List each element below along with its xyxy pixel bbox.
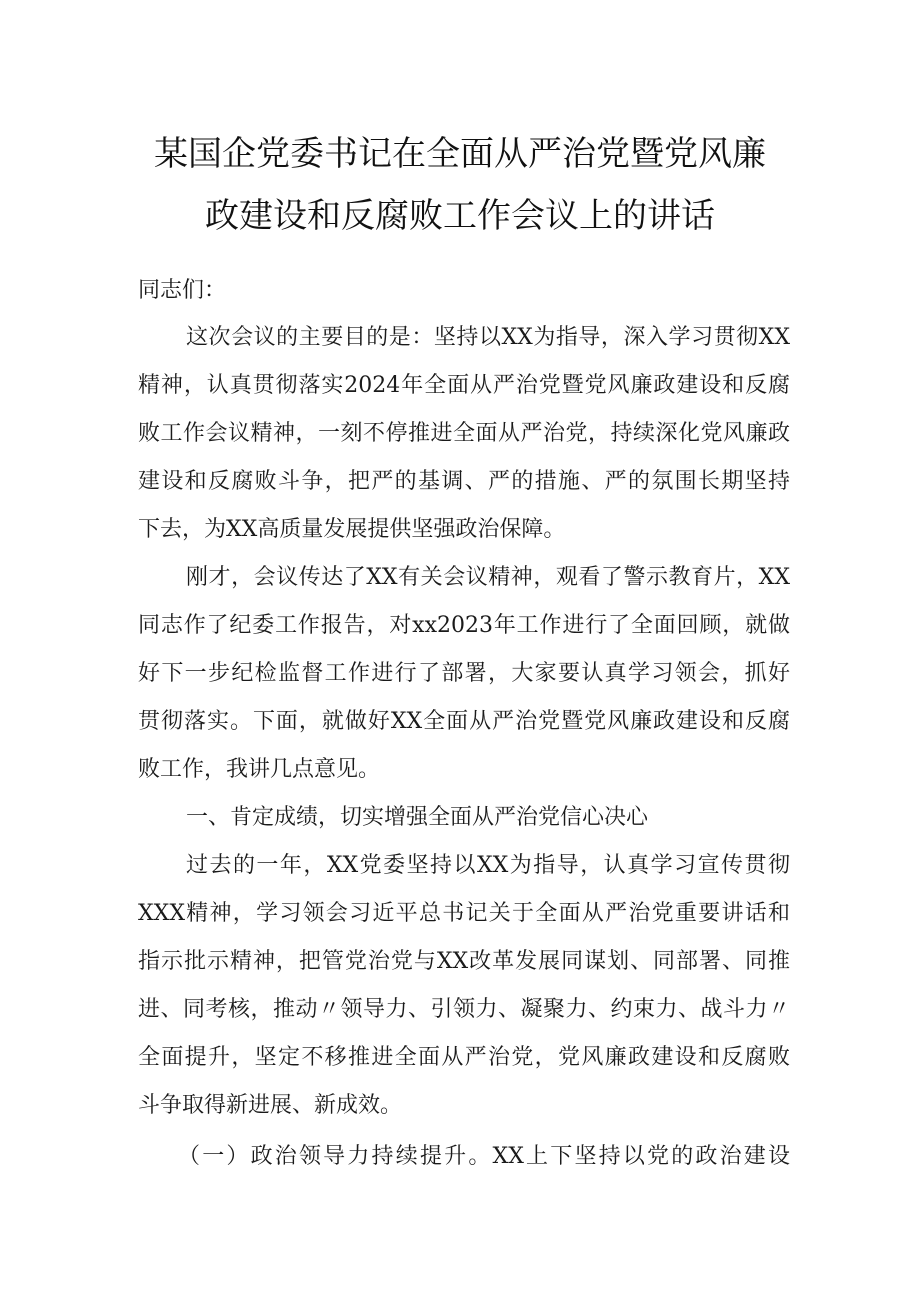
paragraph-3-line-1: 过去的一年，XX党委坚持以XX为指导，认真学习宣传贯彻 — [186, 853, 790, 878]
subsection-heading-1: （一）政治领导力持续提升。XX上下坚持以党的政治建设 — [178, 1144, 790, 1169]
paragraph-1-line-1: 这次会议的主要目的是：坚持以XX为指导，深入学习贯彻XX — [186, 325, 790, 350]
paragraph-3-line-5: 全面提升，坚定不移推进全面从严治党，党风廉政建设和反腐败 — [138, 1045, 790, 1070]
document-title-line-1: 某国企党委书记在全面从严治党暨党风廉 — [154, 134, 766, 174]
paragraph-1-line-4: 建设和反腐败斗争，把严的基调、严的措施、严的氛围长期坚持 — [138, 469, 790, 494]
paragraph-1-line-2: 精神，认真贯彻落实2024年全面从严治党暨党风廉政建设和反腐 — [138, 373, 790, 398]
paragraph-1-line-5: 下去，为XX高质量发展提供坚强政治保障。 — [138, 517, 566, 542]
paragraph-1-line-3: 败工作会议精神，一刻不停推进全面从严治党，持续深化党风廉政 — [138, 421, 790, 446]
paragraph-3-line-3: 指示批示精神，把管党治党与XX改革发展同谋划、同部署、同推 — [138, 949, 790, 974]
paragraph-2-line-2: 同志作了纪委工作报告，对xx2023年工作进行了全面回顾，就做 — [138, 613, 790, 638]
paragraph-2-line-3: 好下一步纪检监督工作进行了部署，大家要认真学习领会，抓好 — [138, 661, 790, 686]
section-heading-1: 一、肯定成绩，切实增强全面从严治党信心决心 — [186, 805, 649, 830]
paragraph-3-line-6: 斗争取得新进展、新成效。 — [138, 1093, 403, 1118]
paragraph-2-line-5: 败工作，我讲几点意见。 — [138, 757, 381, 782]
paragraph-2-line-1: 刚才，会议传达了XX有关会议精神，观看了警示教育片，XX — [186, 565, 790, 590]
paragraph-2-line-4: 贯彻落实。下面，就做好XX全面从严治党暨党风廉政建设和反腐 — [138, 709, 790, 734]
paragraph-3-line-2: XXX精神，学习领会习近平总书记关于全面从严治党重要讲话和 — [138, 901, 790, 926]
greeting: 同志们： — [138, 278, 227, 303]
paragraph-3-line-4: 进、同考核，推动〃领导力、引领力、凝聚力、约束力、战斗力〃 — [138, 997, 790, 1022]
document-title-line-2: 政建设和反腐败工作会议上的讲话 — [205, 196, 715, 236]
